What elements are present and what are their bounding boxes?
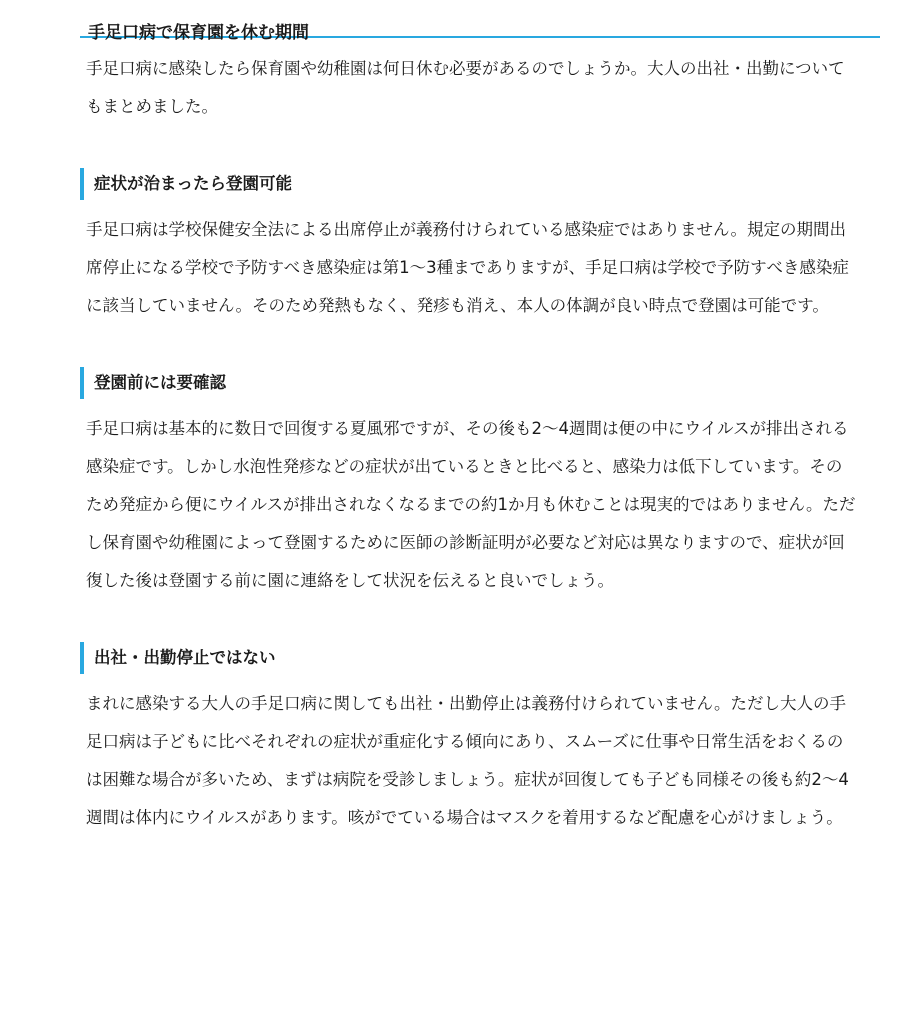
section-work-attendance <box>80 642 878 837</box>
section-heading: 症状が治まったら登園可能 <box>80 168 878 200</box>
section-symptoms-resolved <box>80 168 878 325</box>
section-heading: 登園前には要確認 <box>80 367 878 399</box>
section-check-before-attendance <box>80 367 878 600</box>
section-body: まれに感染する大人の手足口病に関しても出社・出勤停止は義務付けられていません。ただし大人の手足口病は子どもに比べそれぞれの症状が重症化する傾向にあり、スムーズに仕事や日常生活をおくるのは困難な場合が多いため、まずは病院を受診しましょう。症状が回復しても子ども同様その後も約2〜4週間は体内にウイルスがあります。咳がでている場合はマスクを着用するなど配慮を心がけましょう。 <box>86 694 849 827</box>
article-title: 手足口病で保育園を休む期間 <box>80 0 880 38</box>
section-body: 手足口病は基本的に数日で回復する夏風邪ですが、その後も2〜4週間は便の中にウイルスが排出される感染症です。しかし水泡性発疹などの症状が出ているときと比べると、感染力は低下しています。そのため発症から便にウイルスが排出されなくなるまでの約1か月も休むことは現実的ではありません。ただし保育園や幼稚園によって登園するために医師の診断証明が必要など対応は異なりますので、症状が回復した後は登園する前に園に連絡をして状況を伝えると良いでしょう。 <box>86 419 856 590</box>
section-heading: 出社・出勤停止ではない <box>80 642 878 674</box>
article-intro: 手足口病に感染したら保育園や幼稚園は何日休む必要があるのでしょうか。大人の出社・出勤についてもまとめました。 <box>86 59 845 116</box>
section-body: 手足口病は学校保健安全法による出席停止が義務付けられている感染症ではありません。規定の期間出席停止になる学校で予防すべき感染症は第1〜3種までありますが、手足口病は学校で予防すべき感染症に該当していません。そのため発熱もなく、発疹も消え、本人の体調が良い時点で登園は可能です。 <box>86 220 849 315</box>
